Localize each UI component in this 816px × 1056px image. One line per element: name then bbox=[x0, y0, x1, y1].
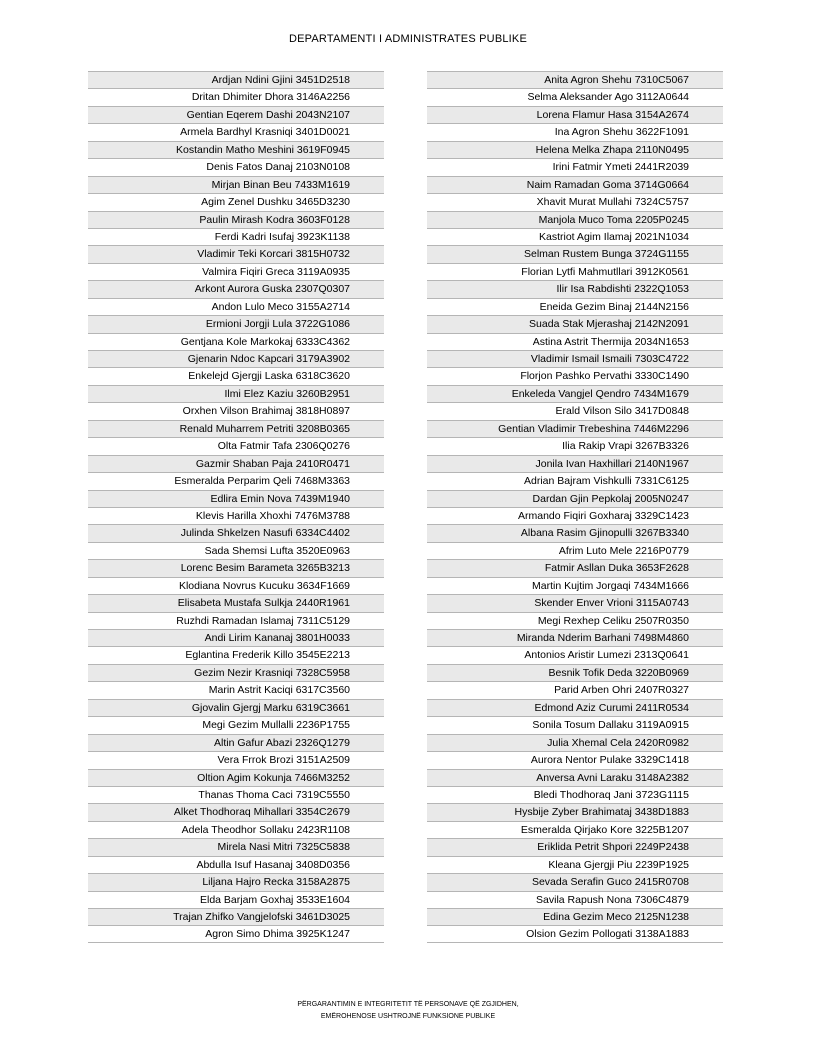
list-item: Anita Agron Shehu 7310C5067 bbox=[427, 71, 723, 88]
list-item: Antonios Aristir Lumezi 2313Q0641 bbox=[427, 646, 723, 663]
list-item: Marin Astrit Kaciqi 6317C3560 bbox=[88, 681, 384, 698]
list-item: Andon Lulo Meco 3155A2714 bbox=[88, 298, 384, 315]
list-item: Agim Zenel Dushku 3465D3230 bbox=[88, 193, 384, 210]
footer bbox=[0, 999, 816, 1023]
list-item: Albana Rasim Gjinopulli 3267B3340 bbox=[427, 524, 723, 541]
list-item: Altin Gafur Abazi 2326Q1279 bbox=[88, 734, 384, 751]
list-item: Ilir Isa Rabdishti 2322Q1053 bbox=[427, 280, 723, 297]
list-item: Gjovalin Gjergj Marku 6319C3661 bbox=[88, 699, 384, 716]
list-item: Andi Lirim Kananaj 3801H0033 bbox=[88, 629, 384, 646]
list-item: Naim Ramadan Goma 3714G0664 bbox=[427, 176, 723, 193]
list-item: Ilia Rakip Vrapi 3267B3326 bbox=[427, 437, 723, 454]
list-item: Ardjan Ndini Gjini 3451D2518 bbox=[88, 71, 384, 88]
list-item: Eglantina Frederik Killo 3545E2213 bbox=[88, 646, 384, 663]
list-item: Julia Xhemal Cela 2420R0982 bbox=[427, 734, 723, 751]
list-item: Liljana Hajro Recka 3158A2875 bbox=[88, 873, 384, 890]
list-item: Valmira Fiqiri Greca 3119A0935 bbox=[88, 263, 384, 280]
list-item: Sada Shemsi Lufta 3520E0963 bbox=[88, 542, 384, 559]
list-item: Florian Lytfi Mahmutllari 3912K0561 bbox=[427, 263, 723, 280]
list-item: Elisabeta Mustafa Sulkja 2440R1961 bbox=[88, 594, 384, 611]
list-item: Selman Rustem Bunga 3724G1155 bbox=[427, 245, 723, 262]
list-item: Julinda Shkelzen Nasufi 6334C4402 bbox=[88, 524, 384, 541]
list-item: Alket Thodhoraq Mihallari 3354C2679 bbox=[88, 803, 384, 820]
list-item: Kastriot Agim Ilamaj 2021N1034 bbox=[427, 228, 723, 245]
list-item: Gentian Eqerem Dashi 2043N2107 bbox=[88, 106, 384, 123]
list-item: Thanas Thoma Caci 7319C5550 bbox=[88, 786, 384, 803]
list-item: Irini Fatmir Ymeti 2441R2039 bbox=[427, 158, 723, 175]
list-item: Edlira Emin Nova 7439M1940 bbox=[88, 490, 384, 507]
list-item: Helena Melka Zhapa 2110N0495 bbox=[427, 141, 723, 158]
list-item: Selma Aleksander Ago 3112A0644 bbox=[427, 88, 723, 105]
list-item: Gezim Nezir Krasniqi 7328C5958 bbox=[88, 664, 384, 681]
list-item: Abdulla Isuf Hasanaj 3408D0356 bbox=[88, 856, 384, 873]
list-item: Gentjana Kole Markokaj 6333C4362 bbox=[88, 333, 384, 350]
list-item: Olta Fatmir Tafa 2306Q0276 bbox=[88, 437, 384, 454]
list-item: Denis Fatos Danaj 2103N0108 bbox=[88, 158, 384, 175]
list-item: Klodiana Novrus Kucuku 3634F1669 bbox=[88, 577, 384, 594]
list-item: Parid Arben Ohri 2407R0327 bbox=[427, 681, 723, 698]
list-item: Adrian Bajram Vishkulli 7331C6125 bbox=[427, 472, 723, 489]
list-item: Afrim Luto Mele 2216P0779 bbox=[427, 542, 723, 559]
list-item: Vladimir Teki Korcari 3815H0732 bbox=[88, 245, 384, 262]
list-item: Skender Enver Vrioni 3115A0743 bbox=[427, 594, 723, 611]
list-item: Savila Rapush Nona 7306C4879 bbox=[427, 891, 723, 908]
list-item: Mirela Nasi Mitri 7325C5838 bbox=[88, 838, 384, 855]
list-item: Xhavit Murat Mullahi 7324C5757 bbox=[427, 193, 723, 210]
list-item: Oltion Agim Kokunja 7466M3252 bbox=[88, 769, 384, 786]
list-item: Ilmi Elez Kaziu 3260B2951 bbox=[88, 385, 384, 402]
right-name-column bbox=[427, 71, 723, 943]
list-item: Fatmir Asllan Duka 3653F2628 bbox=[427, 559, 723, 576]
list-item: Dritan Dhimiter Dhora 3146A2256 bbox=[88, 88, 384, 105]
list-item: Besnik Tofik Deda 3220B0969 bbox=[427, 664, 723, 681]
list-item: Gazmir Shaban Paja 2410R0471 bbox=[88, 455, 384, 472]
list-item: Enkelejd Gjergji Laska 6318C3620 bbox=[88, 367, 384, 384]
list-item: Suada Stak Mjerashaj 2142N2091 bbox=[427, 315, 723, 332]
list-item: Kostandin Matho Meshini 3619F0945 bbox=[88, 141, 384, 158]
list-item: Paulin Mirash Kodra 3603F0128 bbox=[88, 211, 384, 228]
list-item: Dardan Gjin Pepkolaj 2005N0247 bbox=[427, 490, 723, 507]
list-item: Esmeralda Perparim Qeli 7468M3363 bbox=[88, 472, 384, 489]
list-item: Arkont Aurora Guska 2307Q0307 bbox=[88, 280, 384, 297]
list-item: Elda Barjam Goxhaj 3533E1604 bbox=[88, 891, 384, 908]
list-item: Eneida Gezim Binaj 2144N2156 bbox=[427, 298, 723, 315]
list-item: Megi Rexhep Celiku 2507R0350 bbox=[427, 612, 723, 629]
list-item: Renald Muharrem Petriti 3208B0365 bbox=[88, 420, 384, 437]
list-item: Martin Kujtim Jorgaqi 7434M1666 bbox=[427, 577, 723, 594]
list-item: Ruzhdi Ramadan Islamaj 7311C5129 bbox=[88, 612, 384, 629]
list-item: Vladimir Ismail Ismaili 7303C4722 bbox=[427, 350, 723, 367]
list-item: Ermioni Jorgji Lula 3722G1086 bbox=[88, 315, 384, 332]
list-item: Armando Fiqiri Goxharaj 3329C1423 bbox=[427, 507, 723, 524]
list-item: Klevis Harilla Xhoxhi 7476M3788 bbox=[88, 507, 384, 524]
list-item: Orxhen Vilson Brahimaj 3818H0897 bbox=[88, 402, 384, 419]
list-item: Gentian Vladimir Trebeshina 7446M2296 bbox=[427, 420, 723, 437]
list-item: Sevada Serafin Guco 2415R0708 bbox=[427, 873, 723, 890]
list-item: Mirjan Binan Beu 7433M1619 bbox=[88, 176, 384, 193]
page-title: DEPARTAMENTI I ADMINISTRATES PUBLIKE bbox=[288, 33, 528, 45]
list-item: Armela Bardhyl Krasniqi 3401D0021 bbox=[88, 123, 384, 140]
list-item: Miranda Nderim Barhani 7498M4860 bbox=[427, 629, 723, 646]
list-item: Hysbije Zyber Brahimataj 3438D1883 bbox=[427, 803, 723, 820]
list-item: Lorena Flamur Hasa 3154A2674 bbox=[427, 106, 723, 123]
list-item: Megi Gezim Mullalli 2236P1755 bbox=[88, 716, 384, 733]
list-item: Eriklida Petrit Shpori 2249P2438 bbox=[427, 838, 723, 855]
list-item: Enkeleda Vangjel Qendro 7434M1679 bbox=[427, 385, 723, 402]
list-item: Sonila Tosum Dallaku 3119A0915 bbox=[427, 716, 723, 733]
list-item: Trajan Zhifko Vangjelofski 3461D3025 bbox=[88, 908, 384, 925]
list-item: Erald Vilson Silo 3417D0848 bbox=[427, 402, 723, 419]
footer-line-2: EMËROHENOSE USHTROJNË FUNKSIONE PUBLIKE bbox=[320, 1013, 496, 1020]
list-item: Jonila Ivan Haxhillari 2140N1967 bbox=[427, 455, 723, 472]
list-item: Adela Theodhor Sollaku 2423R1108 bbox=[88, 821, 384, 838]
list-item: Edina Gezim Meco 2125N1238 bbox=[427, 908, 723, 925]
list-item: Edmond Aziz Curumi 2411R0534 bbox=[427, 699, 723, 716]
list-item: Gjenarin Ndoc Kapcari 3179A3902 bbox=[88, 350, 384, 367]
list-item: Agron Simo Dhima 3925K1247 bbox=[88, 925, 384, 942]
list-item: Ferdi Kadri Isufaj 3923K1138 bbox=[88, 228, 384, 245]
list-item: Ina Agron Shehu 3622F1091 bbox=[427, 123, 723, 140]
left-name-column bbox=[88, 71, 384, 943]
footer-line-1: PËRGARANTIMIN E INTEGRITETIT TË PERSONAVE QË ZGJIDHEN, bbox=[297, 1001, 519, 1008]
list-item: Vera Frrok Brozi 3151A2509 bbox=[88, 751, 384, 768]
list-item: Kleana Gjergji Piu 2239P1925 bbox=[427, 856, 723, 873]
list-item: Bledi Thodhoraq Jani 3723G1115 bbox=[427, 786, 723, 803]
list-item: Anversa Avni Laraku 3148A2382 bbox=[427, 769, 723, 786]
list-item: Esmeralda Qirjako Kore 3225B1207 bbox=[427, 821, 723, 838]
list-item: Astina Astrit Thermija 2034N1653 bbox=[427, 333, 723, 350]
list-item: Aurora Nentor Pulake 3329C1418 bbox=[427, 751, 723, 768]
list-item: Lorenc Besim Barameta 3265B3213 bbox=[88, 559, 384, 576]
list-item: Florjon Pashko Pervathi 3330C1490 bbox=[427, 367, 723, 384]
list-item: Olsion Gezim Pollogati 3138A1883 bbox=[427, 925, 723, 942]
list-item: Manjola Muco Toma 2205P0245 bbox=[427, 211, 723, 228]
